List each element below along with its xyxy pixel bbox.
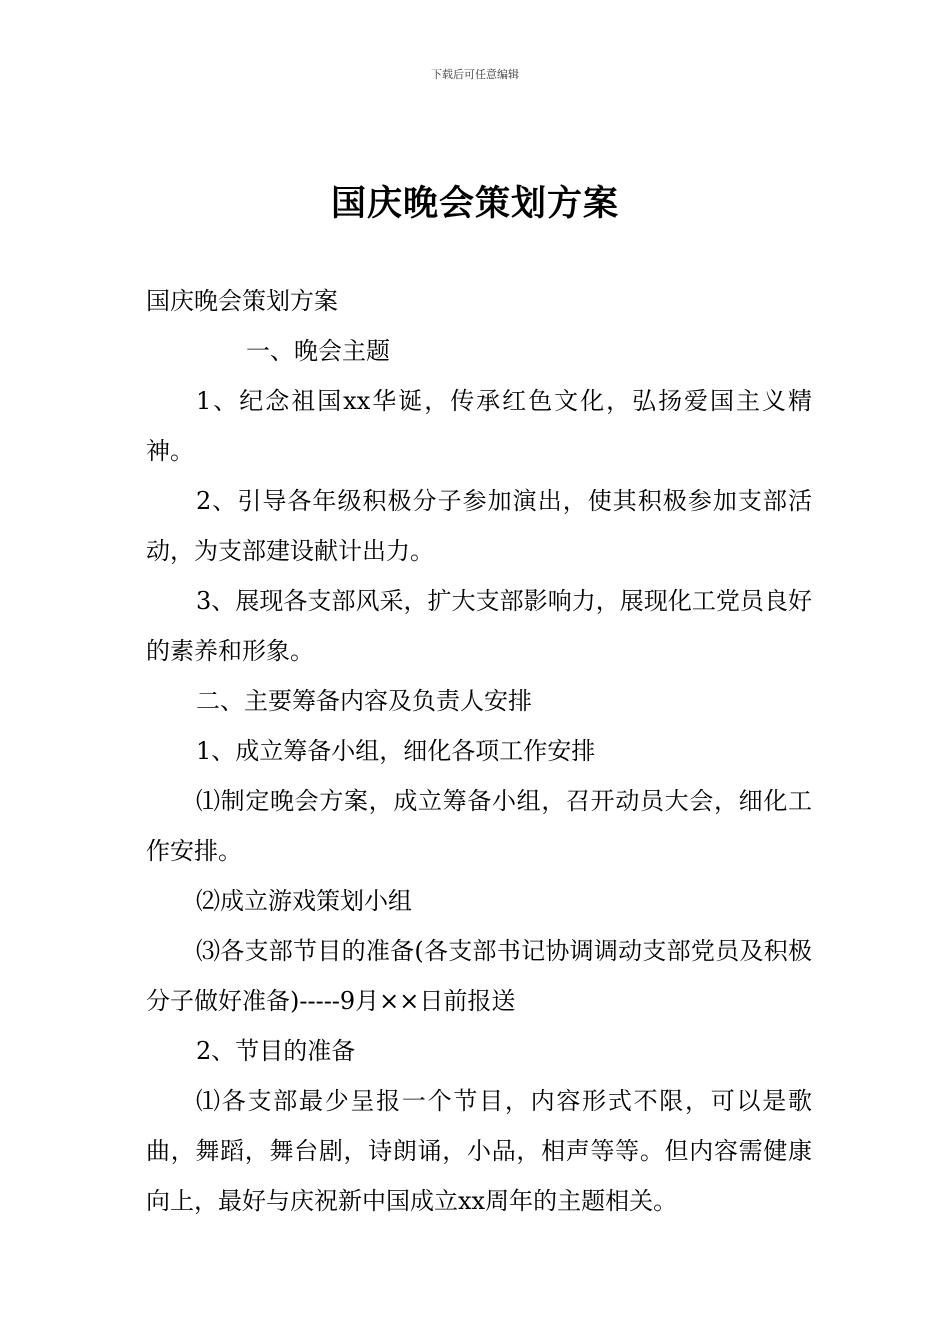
section-heading-1: 一、晚会主题 <box>246 337 390 365</box>
document-title: 国庆晚会策划方案 <box>330 184 619 224</box>
header-note: 下载后可任意编辑 <box>431 68 519 81</box>
paragraph-6: 1、成立筹备小组，细化各项工作安排 <box>196 737 596 765</box>
paragraph-3: 2、引导各年级积极分子参加演出，使其积极参加支部活动，为支部建设献计出力。 <box>146 487 812 565</box>
section-heading-2: 二、主要筹备内容及负责人安排 <box>196 687 532 715</box>
paragraph-4: 3、展现各支部风采，扩大支部影响力，展现化工党员良好的素养和形象。 <box>146 587 812 665</box>
paragraph-10: 2、节目的准备 <box>196 1037 356 1065</box>
paragraph-2: 1、纪念祖国xx华诞，传承红色文化，弘扬爱国主义精神。 <box>146 387 812 465</box>
paragraph-11: ⑴各支部最少呈报一个节目，内容形式不限，可以是歌曲，舞蹈，舞台剧，诗朗诵，小品，相声等等。但内容需健康向上，最好与庆祝新中国成立xx周年的主题相关。 <box>146 1087 812 1215</box>
paragraph-0: 国庆晚会策划方案 <box>146 287 338 315</box>
paragraph-7: ⑴制定晚会方案，成立筹备小组，召开动员大会，细化工作安排。 <box>146 787 812 865</box>
document-body <box>146 276 812 1226</box>
paragraph-8: ⑵成立游戏策划小组 <box>196 887 412 915</box>
paragraph-9: ⑶各支部节目的准备(各支部书记协调调动支部党员及积极分子做好准备)-----9月××日前报送 <box>146 937 812 1015</box>
